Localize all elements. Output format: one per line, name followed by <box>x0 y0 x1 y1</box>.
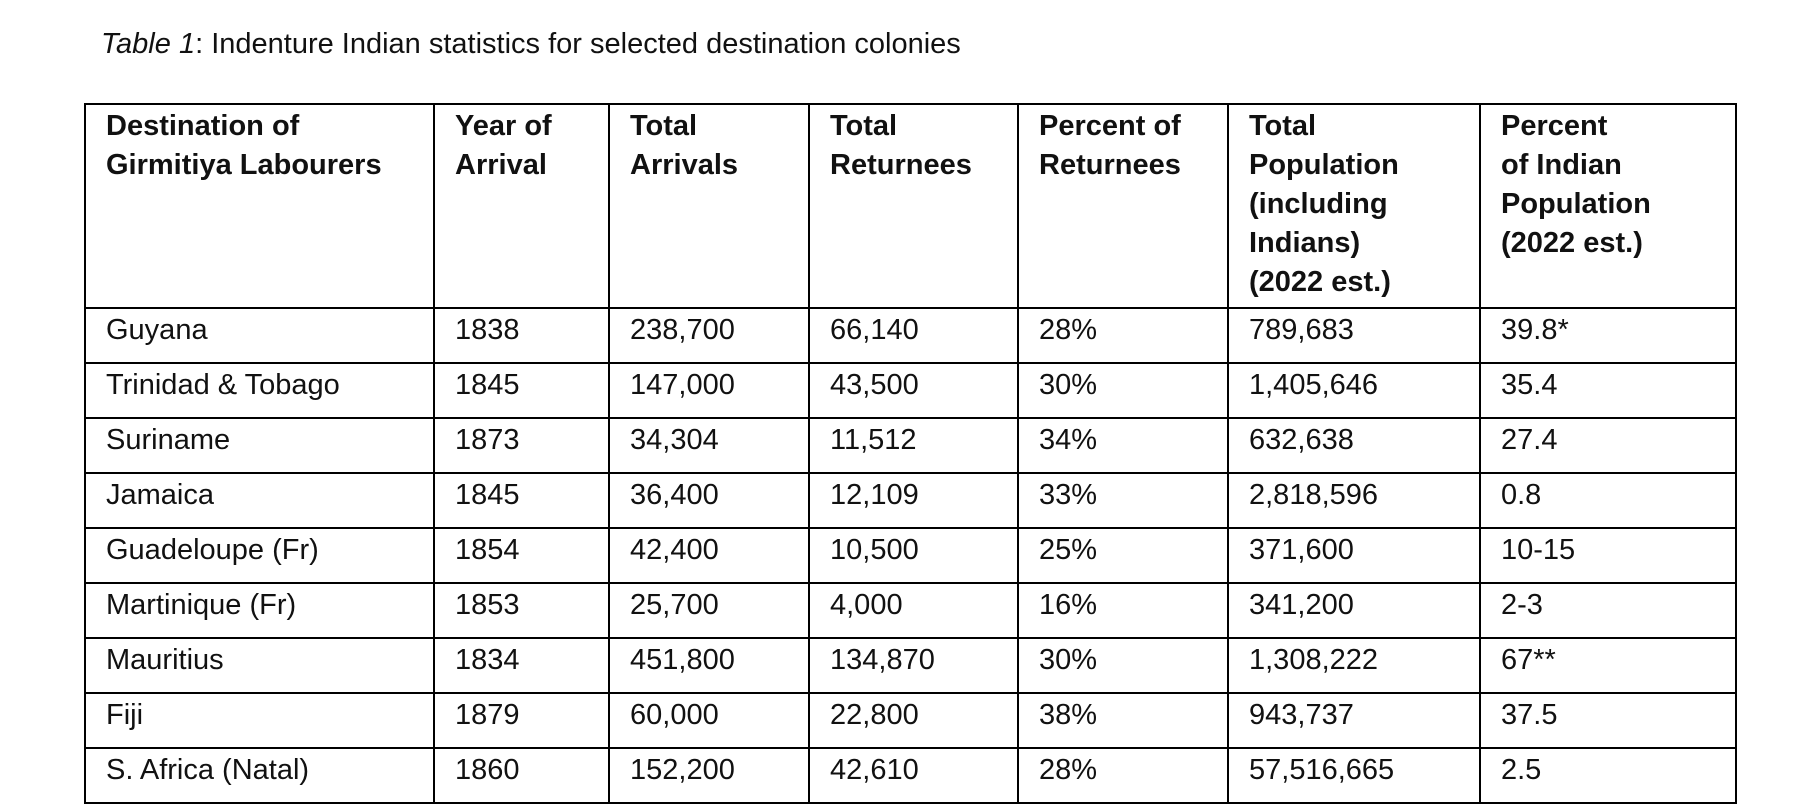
cell-percent-returnees: 34% <box>1018 418 1228 473</box>
cell-percent-returnees: 30% <box>1018 638 1228 693</box>
header-percent-indian-population: Percent of Indian Population (2022 est.) <box>1480 104 1736 308</box>
cell-destination: Jamaica <box>85 473 434 528</box>
header-total-returnees: Total Returnees <box>809 104 1018 308</box>
cell-population: 1,405,646 <box>1228 363 1480 418</box>
cell-percent-returnees: 33% <box>1018 473 1228 528</box>
cell-population: 632,638 <box>1228 418 1480 473</box>
header-destination: Destination of Girmitiya Labourers <box>85 104 434 308</box>
header-row <box>85 104 1736 308</box>
cell-destination: Martinique (Fr) <box>85 583 434 638</box>
cell-returnees: 4,000 <box>809 583 1018 638</box>
cell-population: 57,516,665 <box>1228 748 1480 803</box>
table-row <box>85 418 1736 473</box>
table-row <box>85 583 1736 638</box>
cell-population: 943,737 <box>1228 693 1480 748</box>
cell-year: 1838 <box>434 308 609 363</box>
statistics-table <box>84 103 1737 804</box>
cell-year: 1853 <box>434 583 609 638</box>
cell-year: 1860 <box>434 748 609 803</box>
cell-destination: Guadeloupe (Fr) <box>85 528 434 583</box>
cell-returnees: 22,800 <box>809 693 1018 748</box>
cell-population: 2,818,596 <box>1228 473 1480 528</box>
cell-percent-indian: 35.4 <box>1480 363 1736 418</box>
cell-returnees: 43,500 <box>809 363 1018 418</box>
cell-arrivals: 238,700 <box>609 308 809 363</box>
cell-destination: S. Africa (Natal) <box>85 748 434 803</box>
table-row <box>85 308 1736 363</box>
cell-year: 1845 <box>434 363 609 418</box>
cell-returnees: 42,610 <box>809 748 1018 803</box>
caption-text: : Indenture Indian statistics for selected destination colonies <box>195 28 961 60</box>
table-body <box>85 308 1736 803</box>
table-row <box>85 363 1736 418</box>
cell-returnees: 134,870 <box>809 638 1018 693</box>
cell-percent-indian: 10-15 <box>1480 528 1736 583</box>
cell-percent-indian: 2-3 <box>1480 583 1736 638</box>
cell-returnees: 11,512 <box>809 418 1018 473</box>
cell-arrivals: 451,800 <box>609 638 809 693</box>
cell-year: 1854 <box>434 528 609 583</box>
cell-year: 1834 <box>434 638 609 693</box>
cell-population: 1,308,222 <box>1228 638 1480 693</box>
cell-arrivals: 25,700 <box>609 583 809 638</box>
cell-percent-indian: 67** <box>1480 638 1736 693</box>
caption-label: Table 1 <box>101 28 196 60</box>
cell-returnees: 10,500 <box>809 528 1018 583</box>
header-percent-returnees: Percent of Returnees <box>1018 104 1228 308</box>
cell-arrivals: 60,000 <box>609 693 809 748</box>
cell-destination: Suriname <box>85 418 434 473</box>
cell-arrivals: 147,000 <box>609 363 809 418</box>
cell-arrivals: 36,400 <box>609 473 809 528</box>
table-row <box>85 693 1736 748</box>
cell-year: 1873 <box>434 418 609 473</box>
cell-population: 371,600 <box>1228 528 1480 583</box>
cell-population: 789,683 <box>1228 308 1480 363</box>
cell-arrivals: 42,400 <box>609 528 809 583</box>
table-row <box>85 748 1736 803</box>
cell-population: 341,200 <box>1228 583 1480 638</box>
cell-percent-returnees: 38% <box>1018 693 1228 748</box>
cell-destination: Guyana <box>85 308 434 363</box>
cell-percent-indian: 27.4 <box>1480 418 1736 473</box>
cell-percent-indian: 0.8 <box>1480 473 1736 528</box>
cell-percent-indian: 39.8* <box>1480 308 1736 363</box>
cell-percent-returnees: 30% <box>1018 363 1228 418</box>
table-row <box>85 528 1736 583</box>
cell-percent-returnees: 16% <box>1018 583 1228 638</box>
cell-percent-returnees: 25% <box>1018 528 1228 583</box>
cell-arrivals: 34,304 <box>609 418 809 473</box>
table-header <box>85 104 1736 308</box>
cell-arrivals: 152,200 <box>609 748 809 803</box>
cell-percent-indian: 37.5 <box>1480 693 1736 748</box>
cell-destination: Fiji <box>85 693 434 748</box>
header-year-of-arrival: Year of Arrival <box>434 104 609 308</box>
cell-year: 1879 <box>434 693 609 748</box>
header-total-arrivals: Total Arrivals <box>609 104 809 308</box>
cell-percent-returnees: 28% <box>1018 748 1228 803</box>
cell-percent-indian: 2.5 <box>1480 748 1736 803</box>
cell-destination: Mauritius <box>85 638 434 693</box>
cell-destination: Trinidad & Tobago <box>85 363 434 418</box>
table-row <box>85 638 1736 693</box>
cell-year: 1845 <box>434 473 609 528</box>
table-caption <box>101 24 961 64</box>
cell-returnees: 12,109 <box>809 473 1018 528</box>
header-total-population: Total Population (including Indians) (2022 est.) <box>1228 104 1480 308</box>
table-row <box>85 473 1736 528</box>
cell-percent-returnees: 28% <box>1018 308 1228 363</box>
cell-returnees: 66,140 <box>809 308 1018 363</box>
